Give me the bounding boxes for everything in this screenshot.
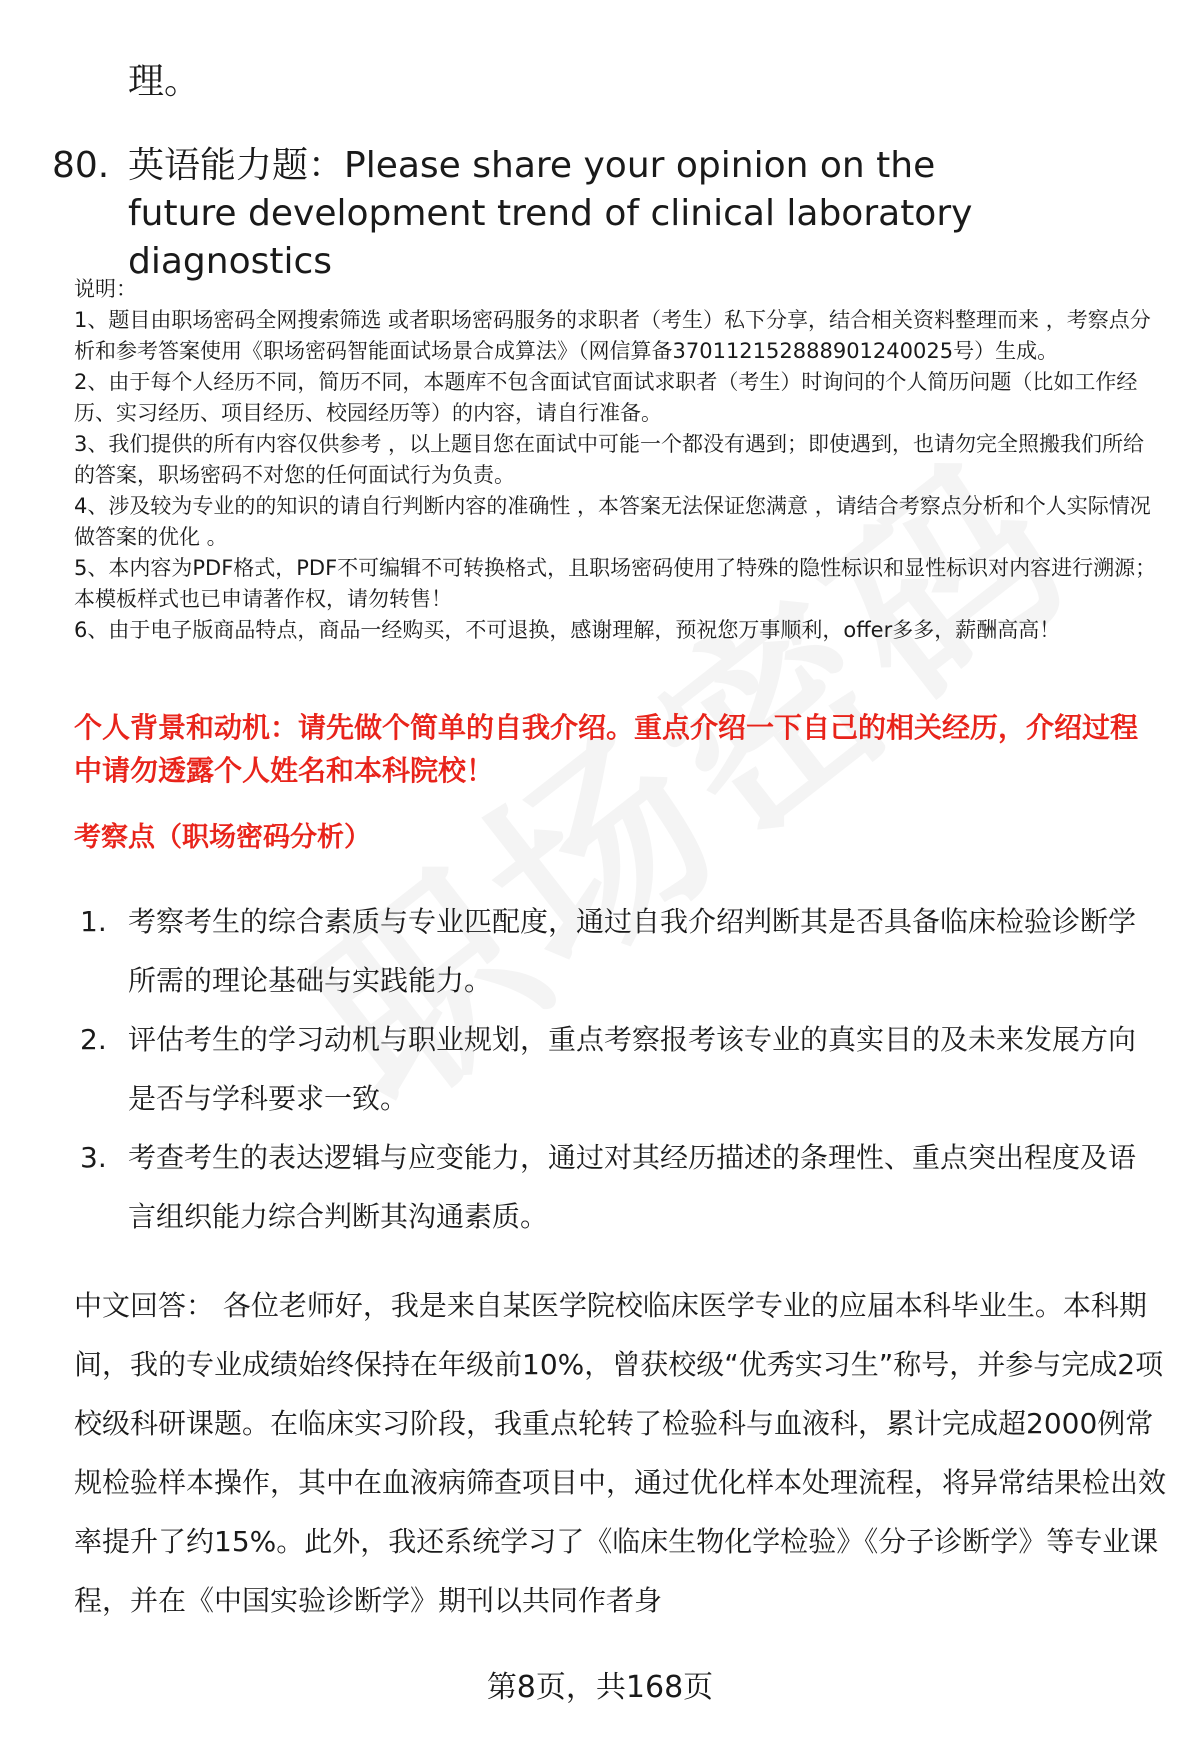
question-block — [52, 142, 1052, 286]
previous-text-continuation: 理。 — [128, 61, 201, 102]
analysis-point-number: 2. — [80, 1023, 107, 1056]
chinese-answer — [74, 1276, 1166, 1630]
analysis-point-text: 评估考生的学习动机与职业规划，重点考察报考该专业的真实目的及未来发展方向是否与学科要求一致。 — [128, 1023, 1137, 1115]
analysis-point — [80, 1010, 1160, 1128]
note-item: 3、我们提供的所有内容仅供参考 ，以上题目您在面试中可能一个都没有遇到；即使遇到，也请勿完全照搬我们所给的答案，职场密码不对您的任何面试行为负责。 — [74, 432, 1145, 487]
analysis-point — [80, 1128, 1160, 1246]
analysis-title: 考察点（职场密码分析） — [74, 822, 371, 853]
note-item: 6、由于电子版商品特点，商品一经购买，不可退换，感谢理解，预祝您万事顺利，offer多多，薪酬高高！ — [74, 618, 1061, 642]
analysis-point-number: 3. — [80, 1141, 107, 1174]
note-item: 1、题目由职场密码全网搜索筛选 或者职场密码服务的求职者（考生）私下分享，结合相关资料整理而来 ，考察点分析和参考答案使用《职场密码智能面试场景合成算法》（网信算备370112152888901240025号）生成。 — [74, 308, 1151, 363]
question-text: 英语能力题：Please share your opinion on the future development trend of clinical laboratory diagnostics — [128, 145, 973, 282]
analysis-points-list — [80, 892, 1160, 1246]
notes-section — [74, 274, 1164, 646]
question-number: 80. — [52, 145, 110, 186]
analysis-point — [80, 892, 1160, 1010]
answer-label: 中文回答： — [74, 1289, 215, 1322]
analysis-point-number: 1. — [80, 905, 107, 938]
interview-question-heading: 个人背景和动机：请先做个简单的自我介绍。重点介绍一下自己的相关经历，介绍过程中请勿透露个人姓名和本科院校！ — [74, 711, 1139, 787]
answer-text: 各位老师好，我是来自某医学院校临床医学专业的应届本科毕业生。本科期间，我的专业成绩始终保持在年级前10%，曾获校级“优秀实习生”称号，并参与完成2项校级科研课题。在临床实习阶段，我重点轮转了检验科与血液科，累计完成超2000例常规检验样本操作，其中在血液病筛查项目中，通过优化样本处理流程，将异常结果检出效率提升了约15%。此外，我还系统学习了《临床生物化学检验》《分子诊断学》等专业课程，并在《中国实验诊断学》期刊以共同作者身 — [74, 1289, 1167, 1617]
note-item: 4、涉及较为专业的的知识的请自行判断内容的准确性 ，本答案无法保证您满意 ，请结合考察点分析和个人实际情况做答案的优化 。 — [74, 494, 1151, 549]
note-item: 2、由于每个人经历不同，简历不同，本题库不包含面试官面试求职者（考生）时询问的个人简历问题（比如工作经历、实习经历、项目经历、校园经历等）的内容，请自行准备。 — [74, 370, 1138, 425]
note-item: 5、本内容为PDF格式，PDF不可编辑不可转换格式，且职场密码使用了特殊的隐性标识和显性标识对内容进行溯源；本模板样式也已申请著作权，请勿转售！ — [74, 556, 1157, 611]
analysis-point-text: 考查考生的表达逻辑与应变能力，通过对其经历描述的条理性、重点突出程度及语言组织能力综合判断其沟通素质。 — [128, 1141, 1137, 1233]
analysis-point-text: 考察考生的综合素质与专业匹配度，通过自我介绍判断其是否具备临床检验诊断学所需的理论基础与实践能力。 — [128, 905, 1137, 997]
page-footer: 第8页，共168页 — [486, 1670, 714, 1705]
notes-title: 说明： — [74, 277, 137, 301]
